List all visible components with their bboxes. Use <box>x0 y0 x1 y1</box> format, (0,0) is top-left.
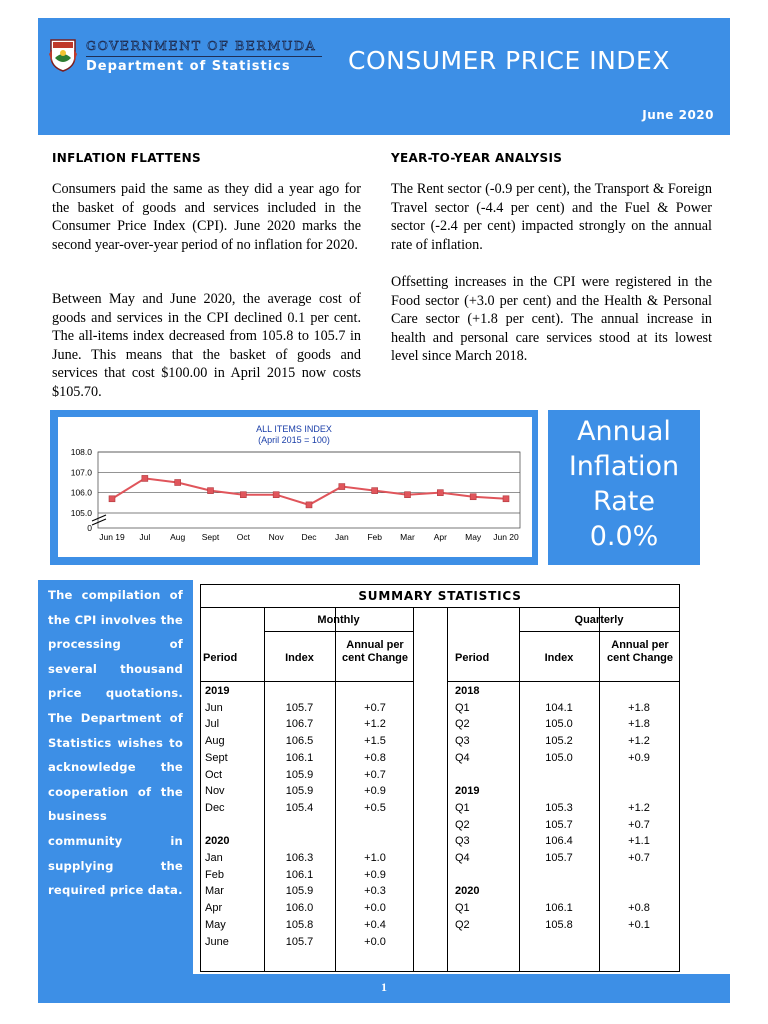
data-point <box>175 480 181 486</box>
table-cell-period: Q1 <box>455 801 470 814</box>
table-divider <box>413 607 414 971</box>
quarterly-change-header: Annual per cent Change <box>606 639 673 664</box>
table-cell-period: Q2 <box>455 818 470 831</box>
table-cell-period: Dec <box>205 801 225 814</box>
monthly-period-header: Period <box>203 652 238 664</box>
chart-subtitle: (April 2015 = 100) <box>258 435 330 445</box>
table-cell-change: +0.8 <box>628 902 650 915</box>
data-point <box>372 488 378 494</box>
department-name: Department of Statistics <box>86 56 322 74</box>
table-cell-period: Jun <box>205 701 223 714</box>
table-divider <box>447 607 448 971</box>
table-cell-period: Q2 <box>455 718 470 731</box>
x-tick-label: Jun 20 <box>493 532 519 542</box>
table-cell-index: 106.7 <box>285 718 314 731</box>
table-rule <box>519 631 679 632</box>
table-cell-change: +1.8 <box>628 701 650 714</box>
right-heading: YEAR-TO-YEAR ANALYSIS <box>391 151 563 165</box>
table-rule <box>447 681 679 682</box>
annual-line-2: Inflation <box>568 451 680 482</box>
table-cell-change: +0.0 <box>364 935 386 948</box>
annual-line-3: Rate <box>593 486 655 517</box>
table-cell-change: +0.9 <box>628 751 650 764</box>
x-tick-label: Oct <box>236 532 250 542</box>
table-cell-index: 104.1 <box>545 701 573 714</box>
y-tick-label: 107.0 <box>70 467 92 478</box>
table-cell-index: 106.4 <box>545 835 573 848</box>
table-cell-index: 105.7 <box>545 818 573 831</box>
table-cell-index: 105.9 <box>285 785 314 798</box>
table-cell-change: +1.8 <box>628 718 650 731</box>
y-tick-label: 106.0 <box>70 487 92 498</box>
table-divider <box>599 607 600 971</box>
table-cell-period: June <box>205 935 229 948</box>
plot-frame <box>98 452 520 528</box>
table-cell-index: 105.0 <box>545 751 573 764</box>
table-cell-change: +0.5 <box>364 801 386 814</box>
table-cell-change: +1.5 <box>364 735 386 748</box>
all-items-chart <box>50 410 538 565</box>
table-cell-period: Jul <box>205 718 220 731</box>
quarterly-index-header: Index <box>544 652 574 664</box>
table-cell-index: 105.4 <box>285 801 314 814</box>
table-cell-change: +0.7 <box>364 768 386 781</box>
x-tick-label: May <box>465 532 482 542</box>
table-cell-change: +0.0 <box>364 902 386 915</box>
table-cell-period: Apr <box>205 902 223 915</box>
table-cell-period: 2019 <box>455 785 480 798</box>
quarterly-period-header: Period <box>455 652 490 664</box>
x-tick-label: Feb <box>367 532 382 542</box>
table-cell-period: Q3 <box>455 735 470 748</box>
table-cell-index: 106.1 <box>285 868 314 881</box>
table-cell-change: +0.3 <box>364 885 386 898</box>
x-tick-label: Sept <box>201 532 220 542</box>
data-point <box>142 475 148 481</box>
monthly-index-header: Index <box>285 652 314 664</box>
government-name: GOVERNMENT OF BERMUDA <box>86 38 317 53</box>
table-cell-index: 105.8 <box>285 918 314 931</box>
table-cell-period: Jan <box>205 852 223 864</box>
table-cell-index: 105.7 <box>285 701 314 714</box>
table-rule <box>264 631 413 632</box>
x-tick-label: Mar <box>400 532 415 542</box>
table-cell-index: 105.9 <box>285 768 314 781</box>
x-tick-label: Dec <box>301 532 317 542</box>
table-cell-period: Q1 <box>455 701 470 714</box>
page-title: CONSUMER PRICE INDEX <box>348 46 670 75</box>
chart-svg <box>50 410 538 565</box>
table-cell-period: Q4 <box>455 751 470 764</box>
table-cell-change: +0.8 <box>364 751 386 764</box>
summary-statistics-table <box>200 584 680 972</box>
right-paragraph-2: Offsetting increases in the CPI were registered in the Food sector (+3.0 per cent) and the Health & Personal Care sector (+1.8 per cent). The annual increase in health and personal care services stood at its lowest level since March 2018. <box>391 274 712 365</box>
table-cell-period: Feb <box>205 868 224 881</box>
table-cell-index: 106.3 <box>285 852 314 864</box>
table-cell-period: Oct <box>205 768 223 781</box>
annual-inflation-value: 0.0% <box>589 521 659 552</box>
table-cell-period: Sept <box>205 751 228 764</box>
table-cell-period: Q2 <box>455 918 470 931</box>
table-cell-change: +1.1 <box>628 835 650 848</box>
x-tick-label: Jul <box>139 532 151 542</box>
table-cell-index: 105.7 <box>285 935 314 948</box>
table-cell-index: 105.2 <box>545 735 573 748</box>
left-paragraph-1: Consumers paid the same as they did a year ago for the basket of goods and services included in the Consumer Price Index (CPI). June 2020 marks the second year-over-year period of no inflation for 2020. <box>52 181 361 253</box>
table-cell-index: 106.0 <box>285 902 314 915</box>
data-point <box>339 484 345 490</box>
data-point <box>240 492 246 498</box>
table-cell-period: Aug <box>205 735 225 748</box>
header-banner <box>38 18 730 135</box>
table-cell-index: 106.5 <box>285 735 314 748</box>
table-cell-period: 2020 <box>205 835 230 848</box>
table-rule <box>201 681 413 682</box>
data-point <box>273 492 279 498</box>
monthly-change-header: Annual per cent Change <box>341 639 408 664</box>
bermuda-crest-icon <box>48 36 78 72</box>
acknowledgement-text: The compilation of the CPI involves the processing of several thousand price quotations. The Department of Statistics wishes to acknowledge the cooperation of the business community in supplying the required price data. <box>48 588 183 898</box>
data-point <box>306 502 312 508</box>
page-footer <box>38 974 730 1003</box>
table-cell-period: Q4 <box>455 852 470 864</box>
table-cell-index: 105.0 <box>545 718 573 731</box>
y-tick-label: 108.0 <box>70 447 92 457</box>
table-cell-change: +0.9 <box>364 868 386 881</box>
annual-inflation-box <box>548 410 700 565</box>
table-cell-change: +1.2 <box>628 801 650 814</box>
table-cell-index: 105.9 <box>285 885 314 898</box>
table-cell-period: Nov <box>205 785 225 798</box>
table-cell-change: +0.7 <box>628 818 650 831</box>
x-tick-label: Jun 19 <box>99 532 125 542</box>
chart-title: ALL ITEMS INDEX <box>256 424 332 434</box>
table-cell-index: 105.3 <box>545 801 573 814</box>
table-cell-period: Mar <box>205 885 224 898</box>
table-cell-change: +1.0 <box>364 852 386 864</box>
data-point <box>503 496 509 502</box>
table-cell-change: +0.7 <box>364 701 386 714</box>
monthly-header: Monthly <box>317 614 360 626</box>
acknowledgement-panel <box>38 580 193 975</box>
table-cell-period: Q1 <box>455 902 470 915</box>
right-paragraph-1: The Rent sector (-0.9 per cent), the Transport & Foreign Travel sector (-4.4 per cent) and the Fuel & Power sector (-2.4 per cent) impacted strongly on the annual rate of inflation. <box>391 181 712 253</box>
quarterly-header: Quarterly <box>574 614 624 626</box>
y-tick-label: 105.0 <box>70 508 92 518</box>
left-paragraph-2: Between May and June 2020, the average cost of goods and services in the CPI declined 0.1 per cent. The all-items index decreased from 105.8 to 105.7 in June. This means that the basket of goods and services that cost $100.00 in April 2015 now costs $105.70. <box>52 291 361 400</box>
data-point <box>109 496 115 502</box>
table-cell-period: Q3 <box>455 835 470 848</box>
table-cell-change: +1.2 <box>364 718 386 731</box>
table-title: SUMMARY STATISTICS <box>201 585 679 608</box>
table-cell-period: 2019 <box>205 685 230 697</box>
data-point <box>405 492 411 498</box>
table-cell-change: +0.4 <box>364 918 386 931</box>
x-tick-label: Apr <box>433 532 447 542</box>
table-cell-index: 105.7 <box>545 852 573 864</box>
table-cell-change: +1.2 <box>628 735 650 748</box>
table-cell-change: +0.1 <box>628 918 650 931</box>
table-divider <box>335 607 336 971</box>
table-cell-index: 105.8 <box>545 918 573 931</box>
y-tick-label: 0 <box>87 523 92 533</box>
data-point <box>470 494 476 500</box>
table-cell-index: 106.1 <box>285 751 314 764</box>
table-cell-period: 2018 <box>455 685 480 697</box>
page-number: 1 <box>381 980 387 994</box>
table-cell-index: 106.1 <box>545 902 573 915</box>
table-cell-change: +0.7 <box>628 852 650 864</box>
x-tick-label: Jan <box>334 532 349 542</box>
table-cell-period: 2020 <box>455 885 480 898</box>
x-tick-label: Nov <box>268 532 284 542</box>
left-heading: INFLATION FLATTENS <box>52 151 201 165</box>
report-date: June 2020 <box>642 108 714 122</box>
annual-line-1: Annual <box>577 416 671 447</box>
x-tick-label: Aug <box>170 532 186 542</box>
data-point <box>208 488 214 494</box>
data-point <box>437 490 443 496</box>
table-cell-period: May <box>205 918 226 931</box>
table-cell-change: +0.9 <box>364 785 386 798</box>
